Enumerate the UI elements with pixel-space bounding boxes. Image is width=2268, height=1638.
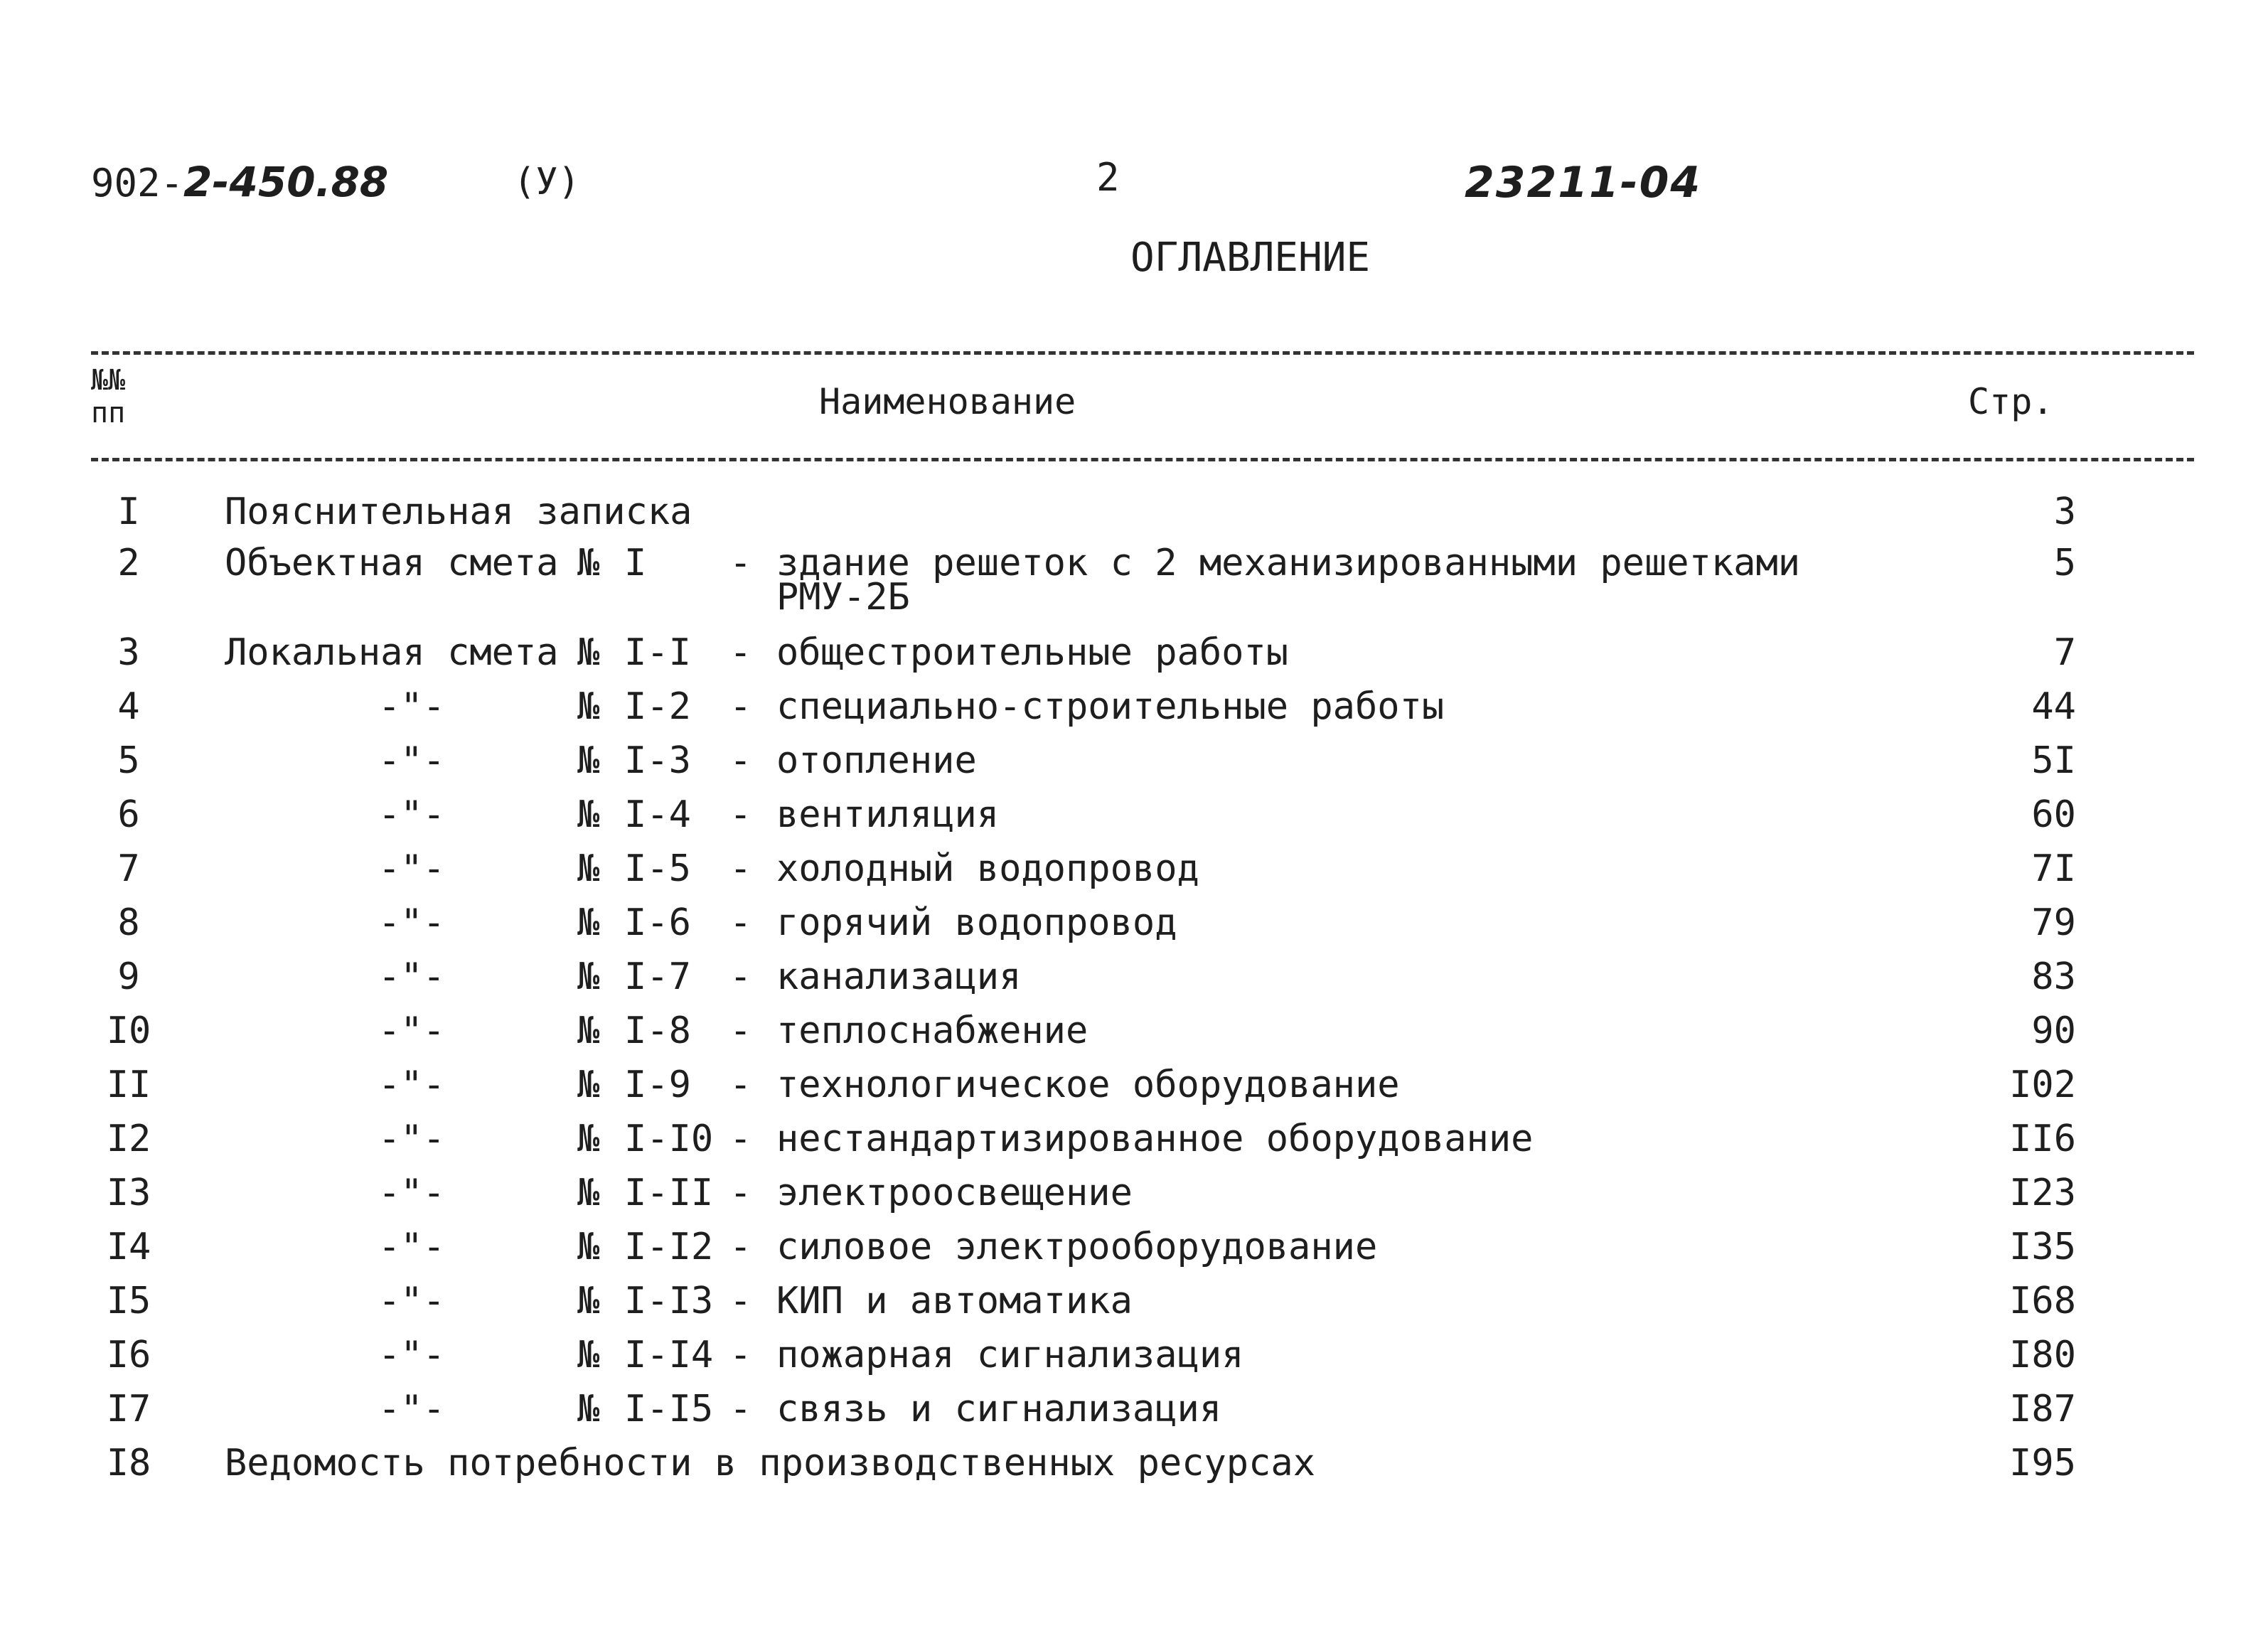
ditto-mark: -"-	[378, 1118, 445, 1160]
ditto-mark: -"-	[378, 1388, 445, 1430]
item-number: II	[106, 1064, 151, 1106]
estimate-code: I-2	[624, 685, 691, 728]
toc-row	[0, 1064, 2268, 1118]
item-description: электроосвещение	[776, 1172, 1133, 1214]
ditto-mark: -"-	[378, 1172, 445, 1214]
number-sign: №	[577, 847, 600, 890]
number-sign: №	[577, 631, 600, 674]
item-document: Объектная смета	[225, 542, 559, 584]
number-sign: №	[577, 1172, 600, 1214]
item-dash: -	[729, 901, 752, 944]
page-reference: I35	[2009, 1226, 2076, 1268]
item-number: I2	[106, 1118, 151, 1160]
page-reference: II6	[2009, 1118, 2076, 1160]
ditto-mark: -"-	[378, 1010, 445, 1052]
ditto-mark: -"-	[378, 793, 445, 836]
item-dash: -	[729, 542, 752, 584]
estimate-code: I-I4	[624, 1334, 714, 1376]
item-description: нестандартизированное оборудование	[776, 1118, 1534, 1160]
ditto-mark: -"-	[378, 847, 445, 890]
estimate-code: I-I3	[624, 1280, 714, 1322]
page-reference: I95	[2009, 1442, 2076, 1484]
item-document: Пояснительная записка	[225, 491, 692, 533]
item-number: I8	[106, 1442, 151, 1484]
column-header-number-line2: пп	[91, 397, 126, 429]
toc-row	[0, 1280, 2268, 1334]
number-sign: №	[577, 1010, 600, 1052]
estimate-code: I-I0	[624, 1118, 714, 1160]
estimate-code: I	[624, 542, 647, 584]
item-number: I6	[106, 1334, 151, 1376]
item-number: 3	[117, 631, 140, 674]
table-header-rule	[91, 458, 2194, 461]
item-dash: -	[729, 739, 752, 782]
item-number: I7	[106, 1388, 151, 1430]
column-header-number	[91, 364, 125, 429]
ditto-mark: -"-	[378, 956, 445, 998]
page-reference: 90	[2031, 1010, 2076, 1052]
ditto-mark: -"-	[378, 685, 445, 728]
item-description: отопление	[776, 739, 977, 782]
toc-row	[0, 847, 2268, 901]
item-dash: -	[729, 1226, 752, 1268]
page-reference: 60	[2031, 793, 2076, 836]
document-code	[91, 158, 388, 206]
estimate-code: I-4	[624, 793, 691, 836]
toc-row	[0, 793, 2268, 847]
toc-row	[0, 739, 2268, 793]
number-sign: №	[577, 1388, 600, 1430]
item-description: канализация	[776, 956, 1022, 998]
item-number: 7	[117, 847, 140, 890]
estimate-code: I-7	[624, 956, 691, 998]
number-sign: №	[577, 739, 600, 782]
page-reference: 44	[2031, 685, 2076, 728]
item-document: Ведомость потребности в производственных ресурсах	[225, 1442, 1316, 1484]
toc-row	[0, 685, 2268, 739]
estimate-code: I-3	[624, 739, 691, 782]
item-number: I3	[106, 1172, 151, 1214]
item-description: силовое электрооборудование	[776, 1226, 1378, 1268]
number-sign: №	[577, 1280, 600, 1322]
document-code-handwritten: 2-450.88	[183, 158, 389, 206]
page-reference: I87	[2009, 1388, 2076, 1430]
page-reference: 3	[2053, 491, 2076, 533]
item-description: специально-строительные работы	[776, 685, 1445, 728]
item-dash: -	[729, 847, 752, 890]
page-number: 2	[1096, 155, 1120, 200]
toc-row	[0, 1442, 2268, 1496]
ditto-mark: -"-	[378, 739, 445, 782]
number-sign: №	[577, 956, 600, 998]
estimate-code: I-8	[624, 1010, 691, 1052]
column-header-number-line1: №№	[91, 364, 126, 397]
number-sign: №	[577, 1118, 600, 1160]
document-code-prefix: 902-	[91, 161, 184, 205]
column-header-name: Наименование	[819, 381, 1076, 422]
ditto-mark: -"-	[378, 901, 445, 944]
page-reference: I23	[2009, 1172, 2076, 1214]
item-dash: -	[729, 1280, 752, 1322]
ditto-mark: -"-	[378, 1064, 445, 1106]
inventory-number: 23211-04	[1465, 158, 1702, 208]
toc-row	[0, 542, 2268, 619]
ditto-mark: -"-	[378, 1226, 445, 1268]
estimate-code: I-I2	[624, 1226, 714, 1268]
item-description: горячий водопровод	[776, 901, 1177, 944]
estimate-code: I-I5	[624, 1388, 714, 1430]
number-sign: №	[577, 901, 600, 944]
item-number: 4	[117, 685, 140, 728]
item-number: 5	[117, 739, 140, 782]
number-sign: №	[577, 793, 600, 836]
column-header-page: Стр.	[1968, 381, 2054, 422]
page-reference: 83	[2031, 956, 2076, 998]
item-dash: -	[729, 1334, 752, 1376]
page-title: ОГЛАВЛЕНИЕ	[1130, 235, 1371, 281]
item-description: КИП и автоматика	[776, 1280, 1133, 1322]
item-description: общестроительные работы	[776, 631, 1289, 674]
item-dash: -	[729, 1172, 752, 1214]
number-sign: №	[577, 1226, 600, 1268]
number-sign: №	[577, 685, 600, 728]
page-reference: 7I	[2031, 847, 2076, 890]
toc-row	[0, 1388, 2268, 1442]
number-sign: №	[577, 1334, 600, 1376]
item-number: 2	[117, 542, 140, 584]
estimate-code: I-6	[624, 901, 691, 944]
table-top-rule	[91, 351, 2194, 355]
item-dash: -	[729, 1118, 752, 1160]
toc-row	[0, 491, 2268, 545]
number-sign: №	[577, 542, 600, 584]
page-reference: I80	[2009, 1334, 2076, 1376]
page-reference: 5	[2053, 542, 2076, 584]
item-number: I	[117, 491, 140, 533]
item-dash: -	[729, 1064, 752, 1106]
page-reference: 79	[2031, 901, 2076, 944]
number-sign: №	[577, 1064, 600, 1106]
item-description: здание решеток с 2 механизированными решетками	[776, 542, 1801, 584]
item-description: холодный водопровод	[776, 847, 1199, 890]
item-number: 9	[117, 956, 140, 998]
toc-row	[0, 1334, 2268, 1388]
item-dash: -	[729, 1010, 752, 1052]
item-description: пожарная сигнализация	[776, 1334, 1244, 1376]
item-description: теплоснабжение	[776, 1010, 1088, 1052]
item-number: I5	[106, 1280, 151, 1322]
item-description-continued: РМУ-2Б	[776, 576, 910, 619]
toc-row	[0, 1010, 2268, 1064]
item-number: I0	[106, 1010, 151, 1052]
ditto-mark: -"-	[378, 1280, 445, 1322]
estimate-code: I-II	[624, 1172, 714, 1214]
toc-row	[0, 631, 2268, 685]
toc-row	[0, 1226, 2268, 1280]
estimate-code: I-I	[624, 631, 691, 674]
item-description: связь и сигнализация	[776, 1388, 1222, 1430]
item-dash: -	[729, 1388, 752, 1430]
page-reference: I02	[2009, 1064, 2076, 1106]
toc-row	[0, 956, 2268, 1010]
page-reference: 7	[2053, 631, 2076, 674]
toc-row	[0, 1172, 2268, 1226]
item-dash: -	[729, 631, 752, 674]
ditto-mark: -"-	[378, 1334, 445, 1376]
item-description: вентиляция	[776, 793, 1000, 836]
estimate-code: I-9	[624, 1064, 691, 1106]
toc-row	[0, 901, 2268, 956]
item-description: технологическое оборудование	[776, 1064, 1400, 1106]
item-dash: -	[729, 685, 752, 728]
estimate-code: I-5	[624, 847, 691, 890]
page-reference: I68	[2009, 1280, 2076, 1322]
item-number: 6	[117, 793, 140, 836]
item-document: Локальная смета	[225, 631, 559, 674]
toc-row	[0, 1118, 2268, 1172]
item-number: I4	[106, 1226, 151, 1268]
item-dash: -	[729, 793, 752, 836]
document-variant: (У)	[513, 161, 580, 203]
item-number: 8	[117, 901, 140, 944]
item-dash: -	[729, 956, 752, 998]
page-reference: 5I	[2031, 739, 2076, 782]
